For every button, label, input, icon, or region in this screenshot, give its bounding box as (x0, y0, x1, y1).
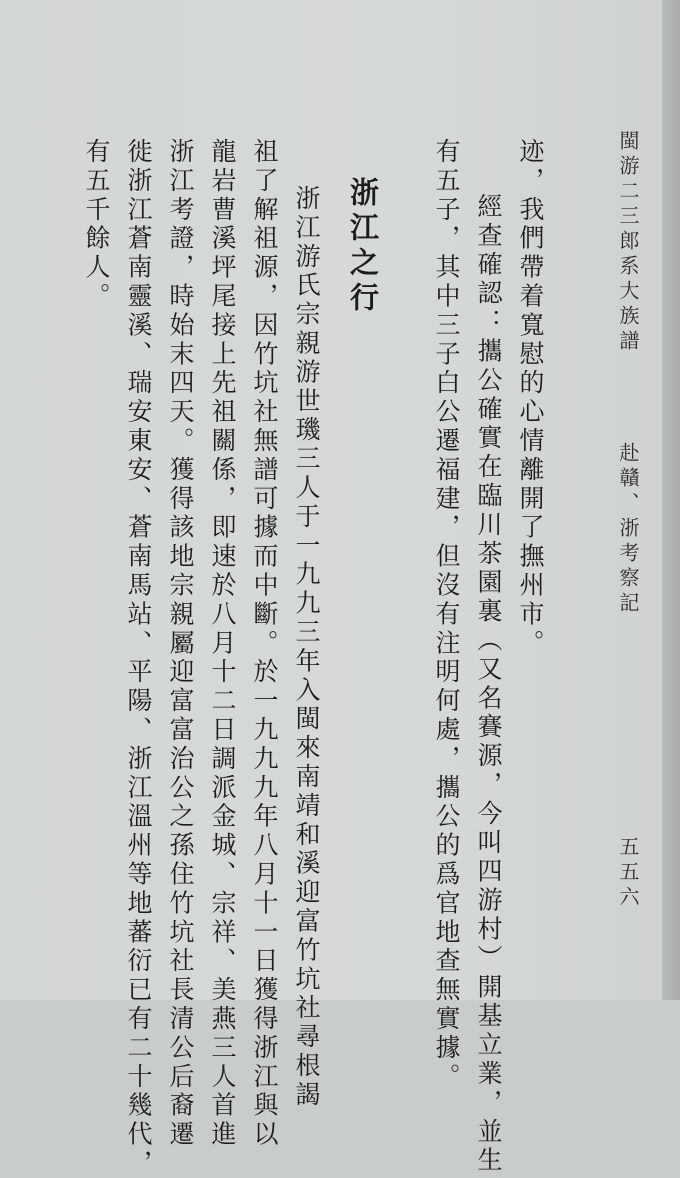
text-column-8: 浙江考證，時始末四天。獲得該地宗親屬迎富富治公之孫住竹坑社長清公后裔遷 (166, 138, 195, 1150)
text-column-9: 徙浙江蒼南靈溪、瑞安東安、蒼南馬站、平陽、浙江溫州等地蕃衍已有二十幾代， (124, 138, 153, 1178)
running-header-chapter-title: 赴贛、浙考察記 (616, 442, 640, 617)
text-column-7: 龍岩曹溪坪尾接上先祖關係，即速於八月十二日調派金城、宗祥、美燕三人首進 (208, 138, 237, 1150)
text-column-10: 有五千餘人。 (82, 138, 111, 312)
text-column-3: 有五子，其中三子白公遷福建，但沒有注明何處，攜公的爲官地查無實據。 (432, 138, 461, 1092)
text-column-2: 經查確認：攜公確實在臨川茶園裏（又名賽源，今叫四游村）開基立業，並生 (474, 193, 503, 1176)
running-header-book-title: 閩游二三郎系大族譜 (616, 130, 640, 355)
adjacent-page-edge (662, 0, 680, 1000)
page-number: 五五六 (616, 836, 640, 911)
section-heading: 浙江之行 (346, 177, 380, 317)
text-column-5: 浙江游氏宗親游世璣三人于一九九三年入閩來南靖和溪迎富竹坑社尋根謁 (292, 185, 321, 1110)
text-column-6: 祖了解祖源，因竹坑社無譜可據而中斷。於一九九九年八月十一日獲得浙江與以 (250, 138, 279, 1150)
text-column-1: 迹，我們帶着寬慰的心情離開了撫州市。 (516, 138, 545, 659)
